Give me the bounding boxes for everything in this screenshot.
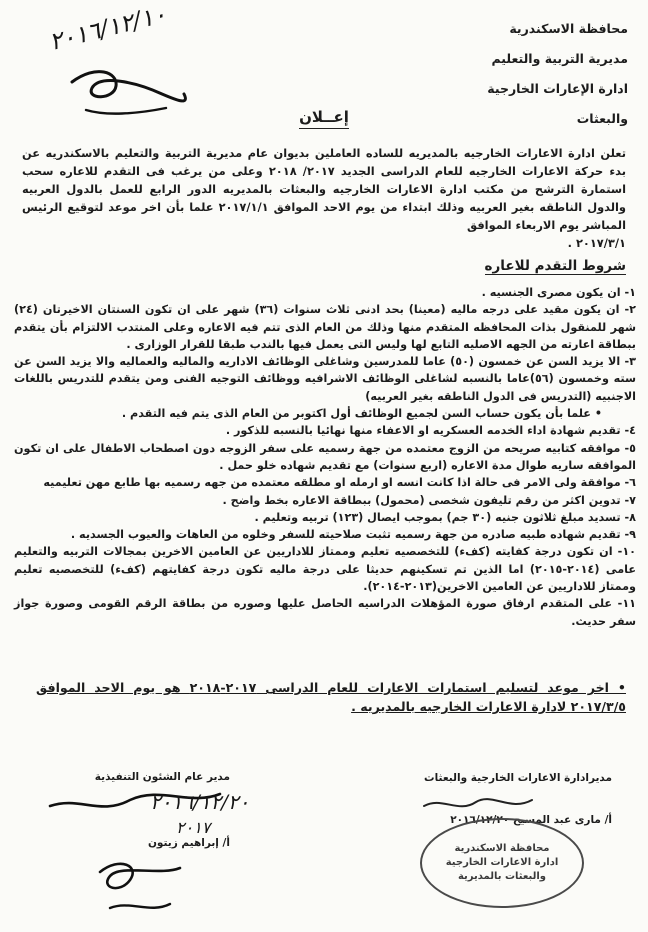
condition-item: ١١- على المتقدم ارفاق صورة المؤهلات الدراسيه الحاصل عليها وصوره من بطاقة الرقم القومى وصورة جواز سفر حديث. (14, 597, 636, 628)
handwritten-date-left: ٢٠١٦/١٢/٢٠ (150, 790, 250, 814)
condition-item: ١- ان يكون مصرى الجنسيه . (481, 286, 636, 299)
condition-item: ٤- تقديم شهادة اداء الخدمه العسكريه او الاعفاء منها نهائيا بالنسبه للذكور . (225, 424, 636, 438)
conditions-title: شروط التقدم للاعاره (484, 258, 626, 274)
submission-deadline: • اخر موعد لتسليم استمارات الاعارات للعام الدراسى ٢٠١٧-٢٠١٨ هو يوم الاحد الموافق ٢٠١٧/٣/٥ لادارة الاعارات الخارجيه بالمديريه . (36, 680, 626, 714)
signatory-role-right: مديرادارة الاعارات الخارجية والبعثات (424, 772, 612, 784)
official-stamp: محافظة الاسكندرية ادارة الاعارات الخارجية والبعثات بالمديرية (420, 818, 584, 908)
handwritten-signature-right (418, 790, 538, 820)
condition-item: ٦- موافقة ولى الامر فى حالة اذا كانت انسه او ارمله او مطلقه معتمده من جهه رسميه بها طابع مهن تعليميه (43, 476, 636, 490)
condition-item: ٥- موافقه كتابيه صريحه من الزوج معتمده من جهة رسميه على سفر الزوجه دون اصطحاب الاطفال على ان تكون الموافقه ساريه طوال مدة الاعاره (اربع سنوات) مع تقديم شهاده خلو حمل . (14, 441, 636, 472)
announcement-title: إعــلان (0, 108, 648, 126)
condition-item: ٨- تسديد مبلغ ثلاثون جنيه (٣٠ جم) بموجب ايصال (١٢٣) تربيه وتعليم . (254, 510, 636, 524)
handwritten-year-left: ٢٠١٧ (176, 818, 211, 837)
condition-item: ٢- ان يكون مقيد على درجه ماليه (معينا) بحد ادنى ثلاث سنوات (٣٦) شهر على ان تكون السنتان الاخيرتان (٢٤) شهر للمنقول بذات المحافظه المتقدم منها وذلك من العام الذى تتم فيه الاعاره وعلى المنتدب الالتزام بأن يتقدم ببطاقة اعارته من الجهه الاصليه التابع لها وليس التى يعمل فيها بالندب طبقا للقرار الوزارى . (14, 303, 636, 351)
signatory-name-left: أ/ إبراهيم زيتون (147, 837, 230, 849)
intro-text: تعلن ادارة الاعارات الخارجيه بالمديريه للساده العاملين بديوان عام مديرية التربية والتعليم بالاسكندريه عن بدء حركة الاعارات الخارجيه للعام الدراسى الجديد ٢٠١٧/ ٢٠١٨ وعلى من يرغب فى التقدم للاعاره سحب استمارة الترشح من مكتب ادارة الاعارات الخارجيه والبعثات بالمديريه الدور الرابع للعمل بالدول العربيه والدول الناطقه بغير العربيه وذلك ابتداء من يوم الاحد الموافق ٢٠١٧/١/١ علما بأن اخر موعد لتوقيع الرئيس المباشر يوم الاربعاء الموافق (22, 146, 626, 232)
governorate-name: محافظة الاسكندرية (509, 21, 628, 36)
condition-item: ١٠- ان تكون درجة كفايته (كفء) للتخصصيه تعليم وممتاز للاداريين عن العامين الاخرين بمجالات التربيه والتعليم عامى (٢٠١٤-٢٠١٥) اما الذين تم تسكينهم حديثا على درجة ماليه تكون درجة كفايتهم (كفء) للتخصصيه تعليم وممتاز للاداريين عن العامين الاخرين(٢٠١٣-٢٠١٤). (14, 545, 636, 594)
intro-date: ٢٠١٧/٣/١ . (567, 236, 626, 250)
department-name: ادارة الإعارات الخارجية والبعثات (487, 81, 628, 126)
directorate-name: مديرية التربية والتعليم (491, 51, 628, 66)
condition-item: ٩- تقديم شهاده طبيه صادره من جهة رسميه تثبت صلاحيته للسفر وخلوه من العاهات والعيوب الجسديه . (70, 528, 636, 542)
condition-note: • علما بأن يكون حساب السن لجميع الوظائف أول اكتوبر من العام الذى يتم فيه التقدم . (121, 407, 602, 421)
announcement-intro (22, 144, 626, 252)
handwritten-date: ٢٠١٦/١٢/١٠ (46, 0, 169, 57)
signatory-name-right: أ/ مارى عبد المسيح ٢٠١٦/١٢/٢٠ (450, 814, 612, 826)
condition-item: ٣- الا يزيد السن عن خمسون (٥٠) عاما للمدرسين وشاغلى الوظائف الاداريه والماليه والعماليه والا يزيد السن عن سته وخمسون (٥٦)عاما بالنسبه لشاغلى الوظائف الاشرافيه ووظائف التوجيه الفنى ومن يتقدم للتدريس باللغات الاجنبيه (التدريس فى الدول الناطقه بغير العربيه) (14, 355, 636, 403)
conditions-list (14, 284, 636, 630)
signatory-role-left: مدير عام الشئون التنفيذية (94, 771, 230, 783)
condition-item: ٧- تدوين اكثر من رقم تليفون شخصى (محمول) ببطاقة الاعاره بخط واضح . (222, 493, 636, 507)
